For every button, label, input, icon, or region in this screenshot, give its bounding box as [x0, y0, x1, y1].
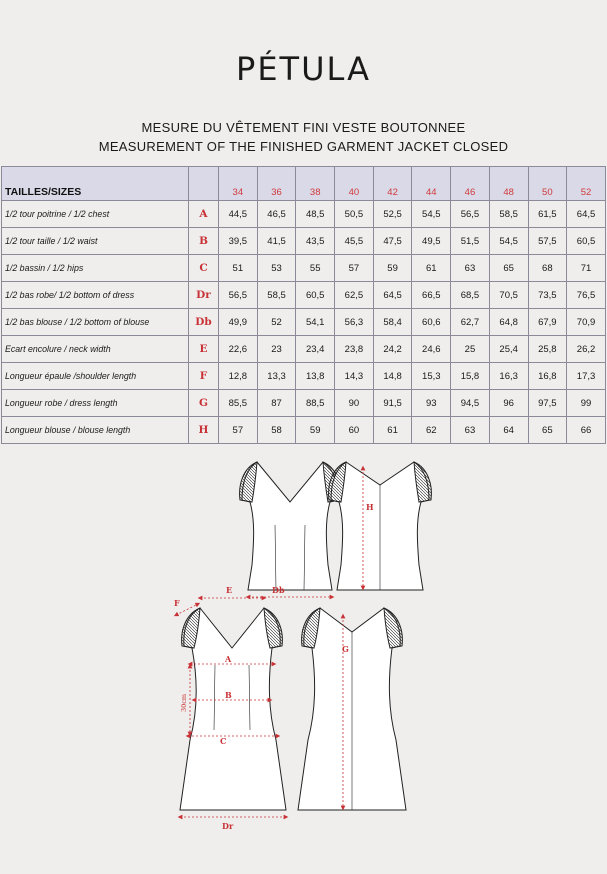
- measurement-value: 66,5: [412, 282, 451, 309]
- size-header-label: TAILLES/SIZES: [2, 167, 189, 201]
- measurement-value: 52,5: [373, 201, 412, 228]
- size-table: [1, 166, 606, 444]
- table-row: [2, 282, 606, 309]
- size-header-cell: 44: [412, 167, 451, 201]
- table-row: [2, 336, 606, 363]
- measurement-value: 50,5: [335, 201, 374, 228]
- measurement-value: 56,5: [451, 201, 490, 228]
- measurement-value: 25,4: [489, 336, 528, 363]
- measurement-value: 54,1: [296, 309, 335, 336]
- measurement-value: 67,9: [528, 309, 567, 336]
- measurement-value: 70,9: [567, 309, 606, 336]
- measurement-value: 97,5: [528, 390, 567, 417]
- dim-b-label: B: [225, 690, 232, 700]
- measurement-value: 49,5: [412, 228, 451, 255]
- measurement-value: 87: [257, 390, 296, 417]
- measurement-value: 13,3: [257, 363, 296, 390]
- measurement-value: 90: [335, 390, 374, 417]
- measurement-label: 1/2 tour taille / 1/2 waist: [2, 228, 189, 255]
- dim-h-label: H: [366, 502, 374, 512]
- dim-g-label: G: [342, 644, 349, 654]
- measurement-code: B: [189, 228, 219, 255]
- measurement-value: 93: [412, 390, 451, 417]
- measurement-value: 62: [412, 417, 451, 444]
- size-header-cell: 50: [528, 167, 567, 201]
- measurement-value: 91,5: [373, 390, 412, 417]
- garment-illustrations: [0, 440, 607, 874]
- measurement-value: 64,5: [567, 201, 606, 228]
- measurement-value: 41,5: [257, 228, 296, 255]
- measurement-value: 58,5: [489, 201, 528, 228]
- measurement-label: 1/2 bassin / 1/2 hips: [2, 255, 189, 282]
- subtitle-fr: MESURE DU VÊTEMENT FINI VESTE BOUTONNEE: [141, 120, 466, 135]
- dress-front-drawing: [180, 608, 286, 810]
- measurement-label: Longueur épaule /shoulder length: [2, 363, 189, 390]
- measurement-value: 70,5: [489, 282, 528, 309]
- measurement-label: 1/2 bas robe/ 1/2 bottom of dress: [2, 282, 189, 309]
- measurement-value: 51,5: [451, 228, 490, 255]
- measurement-value: 14,3: [335, 363, 374, 390]
- table-row: [2, 309, 606, 336]
- measurement-value: 12,8: [219, 363, 258, 390]
- measurement-value: 61: [412, 255, 451, 282]
- measurement-value: 23,4: [296, 336, 335, 363]
- measurement-value: 17,3: [567, 363, 606, 390]
- size-header-cell: 48: [489, 167, 528, 201]
- measurement-value: 15,8: [451, 363, 490, 390]
- measurement-value: 49,9: [219, 309, 258, 336]
- dim-db-label: Db: [272, 585, 285, 595]
- measurement-value: 25,8: [528, 336, 567, 363]
- measurement-value: 65: [489, 255, 528, 282]
- dress-back-drawing: [298, 608, 406, 810]
- measurement-value: 63: [451, 417, 490, 444]
- measurement-label: 1/2 bas blouse / 1/2 bottom of blouse: [2, 309, 189, 336]
- measurement-value: 26,2: [567, 336, 606, 363]
- measurement-value: 52: [257, 309, 296, 336]
- size-table-body: [2, 201, 606, 444]
- dim-dr-label: Dr: [222, 821, 234, 831]
- measurement-value: 55: [296, 255, 335, 282]
- measurement-value: 56,3: [335, 309, 374, 336]
- dim-f-label: F: [174, 598, 180, 608]
- measurement-value: 60,5: [296, 282, 335, 309]
- measurement-value: 48,5: [296, 201, 335, 228]
- measurement-value: 54,5: [489, 228, 528, 255]
- measurement-value: 58: [257, 417, 296, 444]
- measurement-value: 44,5: [219, 201, 258, 228]
- measurement-value: 59: [296, 417, 335, 444]
- table-row: [2, 201, 606, 228]
- table-row: [2, 228, 606, 255]
- measurement-value: 61: [373, 417, 412, 444]
- measurement-value: 64,8: [489, 309, 528, 336]
- measurement-value: 88,5: [296, 390, 335, 417]
- size-header-cell: 36: [257, 167, 296, 201]
- measurement-value: 24,2: [373, 336, 412, 363]
- measurement-value: 94,5: [451, 390, 490, 417]
- measurement-value: 60: [335, 417, 374, 444]
- measurement-value: 45,5: [335, 228, 374, 255]
- measurement-value: 47,5: [373, 228, 412, 255]
- measurement-value: 13,8: [296, 363, 335, 390]
- measurement-value: 68,5: [451, 282, 490, 309]
- measurement-value: 71: [567, 255, 606, 282]
- measurement-value: 65: [528, 417, 567, 444]
- dim-c-label: C: [220, 736, 227, 746]
- measurement-value: 23,8: [335, 336, 374, 363]
- measurement-value: 64,5: [373, 282, 412, 309]
- measurement-value: 24,6: [412, 336, 451, 363]
- table-row: [2, 255, 606, 282]
- measurement-code: C: [189, 255, 219, 282]
- measurement-value: 66: [567, 417, 606, 444]
- measurement-value: 58,5: [257, 282, 296, 309]
- table-row: [2, 363, 606, 390]
- measurement-value: 99: [567, 390, 606, 417]
- measurement-value: 63: [451, 255, 490, 282]
- measurement-value: 16,3: [489, 363, 528, 390]
- brand-title: PÉTULA: [236, 50, 371, 88]
- size-header-cell: 38: [296, 167, 335, 201]
- measurement-value: 61,5: [528, 201, 567, 228]
- measurement-value: 54,5: [412, 201, 451, 228]
- measurement-value: 68: [528, 255, 567, 282]
- measurement-value: 25: [451, 336, 490, 363]
- measurement-label: Longueur blouse / blouse length: [2, 417, 189, 444]
- measurement-value: 39,5: [219, 228, 258, 255]
- measurement-value: 23: [257, 336, 296, 363]
- measurement-value: 22,6: [219, 336, 258, 363]
- measurement-code: E: [189, 336, 219, 363]
- measurement-value: 60,5: [567, 228, 606, 255]
- measurement-value: 57,5: [528, 228, 567, 255]
- measurement-value: 59: [373, 255, 412, 282]
- measurement-value: 85,5: [219, 390, 258, 417]
- measurement-value: 15,3: [412, 363, 451, 390]
- measurement-value: 43,5: [296, 228, 335, 255]
- measurement-value: 57: [335, 255, 374, 282]
- size-header-cell: 46: [451, 167, 490, 201]
- measurement-value: 14,8: [373, 363, 412, 390]
- blouse-front-drawing: [240, 462, 341, 590]
- size-header-cell: 40: [335, 167, 374, 201]
- measurement-code: A: [189, 201, 219, 228]
- size-header-row: [2, 167, 606, 201]
- size-header-code: [189, 167, 219, 201]
- table-row: [2, 390, 606, 417]
- measurement-label: Longueur robe / dress length: [2, 390, 189, 417]
- measurement-value: 58,4: [373, 309, 412, 336]
- size-header-cell: 34: [219, 167, 258, 201]
- measurement-value: 56,5: [219, 282, 258, 309]
- measurement-value: 57: [219, 417, 258, 444]
- measurement-value: 60,6: [412, 309, 451, 336]
- measurement-code: Db: [189, 309, 219, 336]
- blouse-back-drawing: [329, 462, 432, 590]
- dim-e-label: E: [226, 585, 233, 595]
- measurement-value: 51: [219, 255, 258, 282]
- measurement-label: 1/2 tour poitrine / 1/2 chest: [2, 201, 189, 228]
- size-header-cell: 42: [373, 167, 412, 201]
- measurement-code: F: [189, 363, 219, 390]
- measurement-code: Dr: [189, 282, 219, 309]
- measurement-value: 64: [489, 417, 528, 444]
- measurement-code: H: [189, 417, 219, 444]
- measurement-value: 62,5: [335, 282, 374, 309]
- measurement-value: 16,8: [528, 363, 567, 390]
- dim-30cm-label: 30cm: [180, 693, 188, 712]
- dim-a-label: A: [225, 654, 232, 664]
- measurement-value: 76,5: [567, 282, 606, 309]
- measurement-value: 46,5: [257, 201, 296, 228]
- measurement-value: 73,5: [528, 282, 567, 309]
- size-header-cell: 52: [567, 167, 606, 201]
- measurement-value: 53: [257, 255, 296, 282]
- measurement-value: 62,7: [451, 309, 490, 336]
- measurement-label: Ecart encolure / neck width: [2, 336, 189, 363]
- measurement-value: 96: [489, 390, 528, 417]
- subtitle-en: MEASUREMENT OF THE FINISHED GARMENT JACKET CLOSED: [98, 139, 509, 154]
- measurement-code: G: [189, 390, 219, 417]
